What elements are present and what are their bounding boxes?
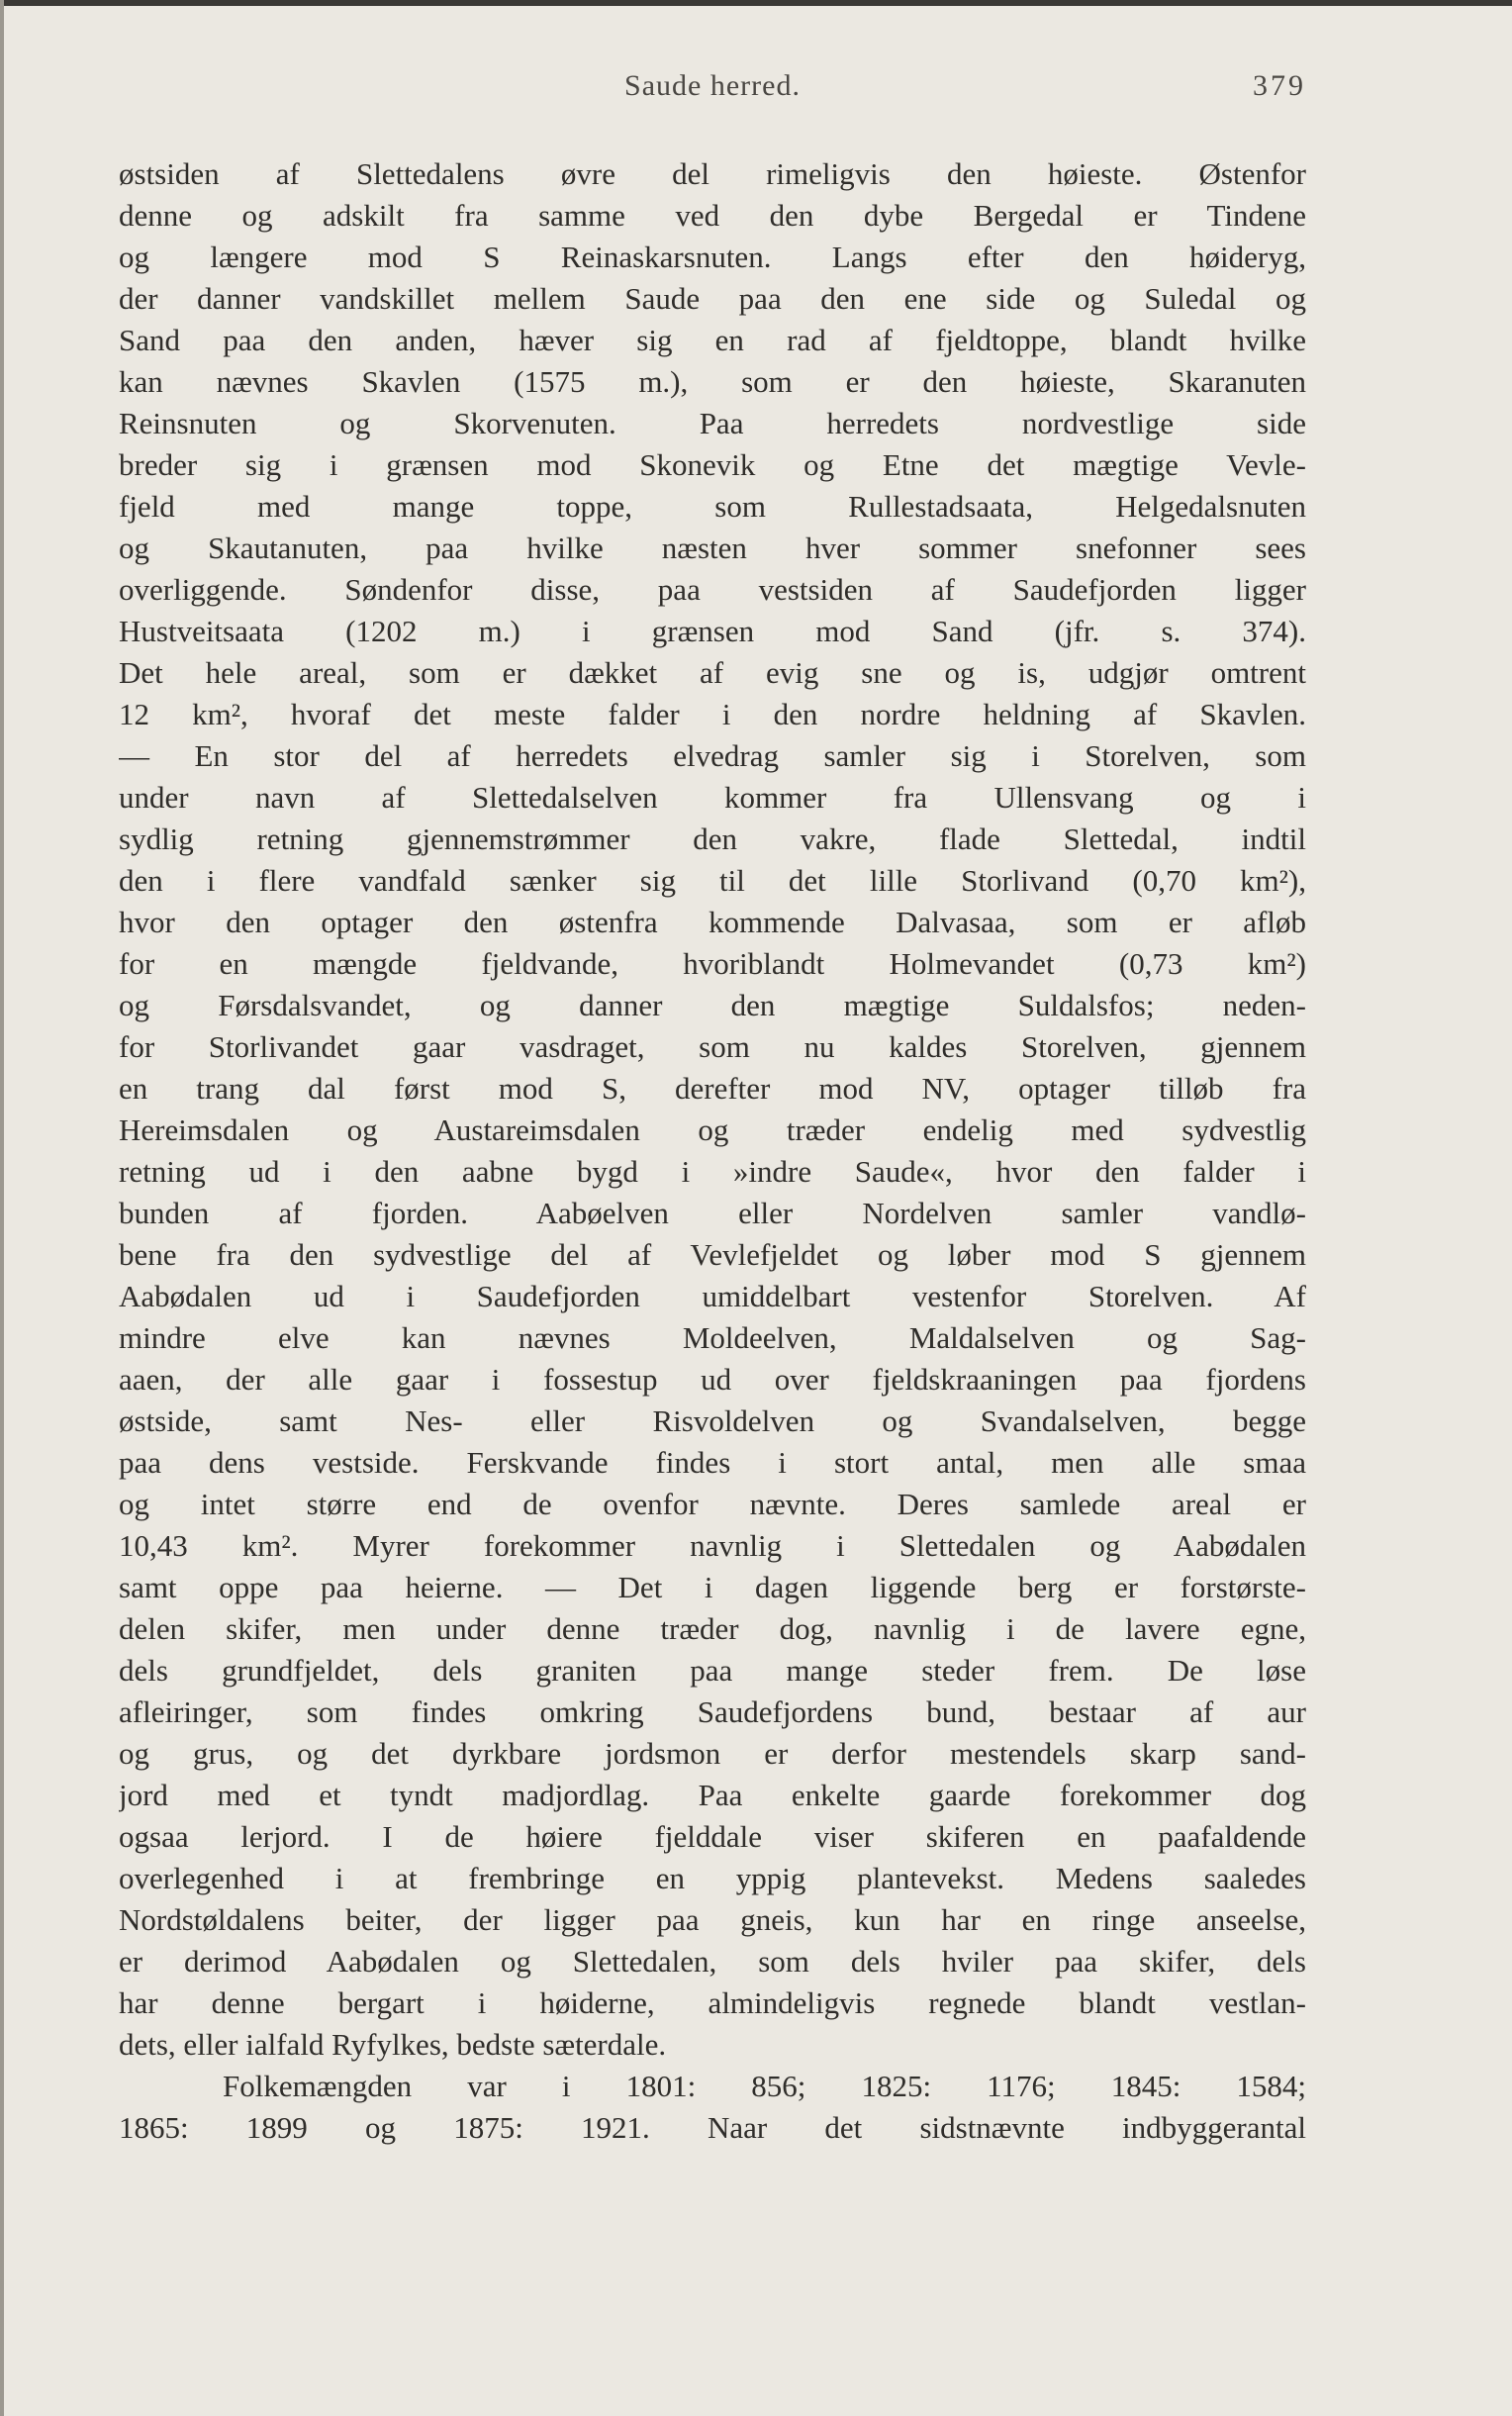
text-line: og intet større end de ovenfor nævnte. Deres samlede areal er [119,1487,1306,1521]
page-number: 379 [1253,69,1306,102]
text-line: afleiringer, som findes omkring Saudefjordens bund, bestaar af aur [119,1694,1306,1729]
text-line: denne og adskilt fra samme ved den dybe Bergedal er Tindene [119,198,1306,233]
text-line: — En stor del af herredets elvedrag samler sig i Storelven, som [119,738,1306,773]
text-line: fjeld med mange toppe, som Rullestadsaata, Helgedalsnuten [119,489,1306,524]
text-line: for en mængde fjeldvande, hvoriblandt Holmevandet (0,73 km²) [119,946,1306,981]
text-line: mindre elve kan nævnes Moldeelven, Maldalselven og Sag- [119,1320,1306,1355]
text-line: og længere mod S Reinaskarsnuten. Langs efter den høideryg, [119,240,1306,274]
text-line: Sand paa den anden, hæver sig en rad af fjeldtoppe, blandt hvilke [119,323,1306,357]
body-text [119,153,1306,2149]
text-line: og Førsdalsvandet, og danner den mægtige Suldalsfos; neden- [119,988,1306,1022]
text-line: østside, samt Nes- eller Risvoldelven og Svandalselven, begge [119,1403,1306,1438]
text-line: der danner vandskillet mellem Saude paa den ene side og Suledal og [119,281,1306,316]
text-line: Nordstøldalens beiter, der ligger paa gneis, kun har en ringe anseelse, [119,1902,1306,1937]
text-line: breder sig i grænsen mod Skonevik og Etne det mægtige Vevle- [119,447,1306,482]
text-line: Hereimsdalen og Austareimsdalen og træder endelig med sydvestlig [119,1112,1306,1147]
text-line: den i flere vandfald sænker sig til det lille Storlivand (0,70 km²), [119,863,1306,898]
text-line: Aabødalen ud i Saudefjorden umiddelbart vestenfor Storelven. Af [119,1279,1306,1313]
text-line: er derimod Aabødalen og Slettedalen, som dels hviler paa skifer, dels [119,1944,1306,1979]
text-line: Reinsnuten og Skorvenuten. Paa herredets nordvestlige side [119,406,1306,440]
text-line: bene fra den sydvestlige del af Vevlefjeldet og løber mod S gjennem [119,1237,1306,1272]
text-line: 10,43 km². Myrer forekommer navnlig i Slettedalen og Aabødalen [119,1528,1306,1563]
text-line: østsiden af Slettedalens øvre del rimeligvis den høieste. Østenfor [119,156,1306,191]
text-line: paa dens vestside. Ferskvande findes i stort antal, men alle smaa [119,1445,1306,1480]
text-line: samt oppe paa heierne. — Det i dagen liggende berg er forstørste- [119,1570,1306,1604]
text-line: hvor den optager den østenfra kommende Dalvasaa, som er afløb [119,905,1306,939]
text-line: for Storlivandet gaar vasdraget, som nu kaldes Storelven, gjennem [119,1029,1306,1064]
running-head: Saude herred. [624,69,801,102]
text-line: aaen, der alle gaar i fossestup ud over fjeldskraaningen paa fjordens [119,1362,1306,1397]
text-line: jord med et tyndt madjordlag. Paa enkelte gaarde forekommer dog [119,1778,1306,1812]
text-line: bunden af fjorden. Aabøelven eller Nordelven samler vandlø- [119,1196,1306,1230]
text-line: og grus, og det dyrkbare jordsmon er derfor mestendels skarp sand- [119,1736,1306,1771]
text-line: og Skautanuten, paa hvilke næsten hver sommer snefonner sees [119,531,1306,565]
scan-left-edge [0,0,4,2416]
text-line: under navn af Slettedalselven kommer fra Ullensvang og i [119,780,1306,815]
text-line: overliggende. Søndenfor disse, paa vestsiden af Saudefjorden ligger [119,572,1306,607]
scan-top-edge [0,0,1512,6]
text-line: overlegenhed i at frembringe en yppig plantevekst. Medens saaledes [119,1861,1306,1895]
text-line: Hustveitsaata (1202 m.) i grænsen mod Sand (jfr. s. 374). [119,614,1306,648]
text-line: en trang dal først mod S, derefter mod NV, optager tilløb fra [119,1071,1306,1106]
text-line: ogsaa lerjord. I de høiere fjelddale viser skiferen en paafaldende [119,1819,1306,1854]
text-line: sydlig retning gjennemstrømmer den vakre, flade Slettedal, indtil [119,821,1306,856]
text-line: retning ud i den aabne bygd i »indre Saude«, hvor den falder i [119,1154,1306,1189]
text-line: kan nævnes Skavlen (1575 m.), som er den høieste, Skaranuten [119,364,1306,399]
text-line: Det hele areal, som er dækket af evig sne og is, udgjør omtrent [119,655,1306,690]
text-line: dels grundfjeldet, dels graniten paa mange steder frem. De løse [119,1653,1306,1688]
text-line: delen skifer, men under denne træder dog, navnlig i de lavere egne, [119,1611,1306,1646]
text-line: har denne bergart i høiderne, almindeligvis regnede blandt vestlan- [119,1985,1306,2020]
text-line: Folkemængden var i 1801: 856; 1825: 1176; 1845: 1584; [223,2069,1306,2103]
text-line: dets, eller ialfald Ryfylkes, bedste sæterdale. [119,2027,667,2062]
page-header [119,69,1306,119]
text-line: 1865: 1899 og 1875: 1921. Naar det sidstnævnte indbyggerantal [119,2110,1306,2145]
text-line: 12 km², hvoraf det meste falder i den nordre heldning af Skavlen. [119,697,1306,731]
